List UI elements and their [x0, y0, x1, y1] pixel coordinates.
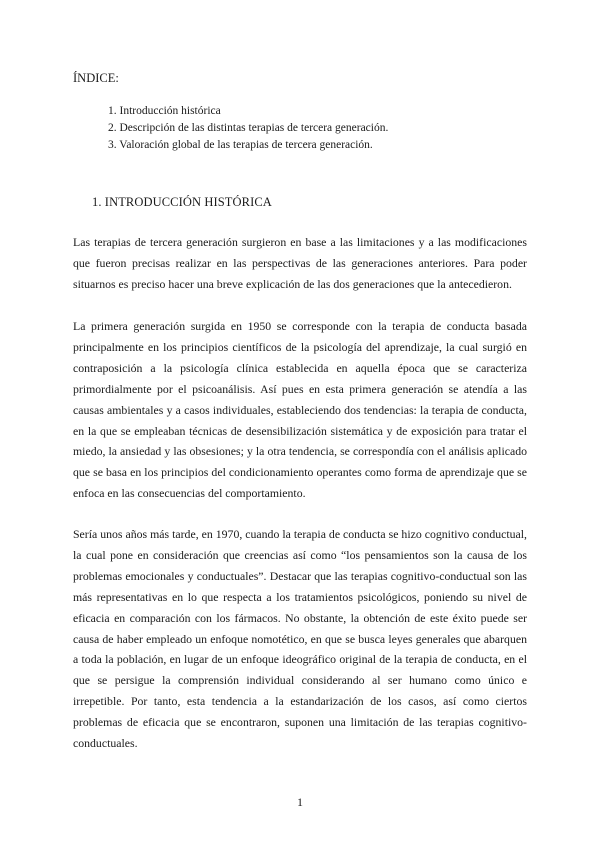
paragraph: Las terapias de tercera generación surgieron en base a las limitaciones y a las modificaciones que fueron precisas realizar en las perspectivas de las generaciones anteriores. Para poder situarnos es preciso hacer una breve explicación de las dos generaciones que la antecedieron.: [73, 235, 527, 291]
page-number: 1: [297, 795, 303, 809]
index-item: 1. Introducción histórica: [108, 105, 221, 117]
index-title: ÍNDICE:: [73, 71, 119, 85]
paragraph: Sería unos años más tarde, en 1970, cuando la terapia de conducta se hizo cognitivo conductual, la cual pone en consideración que creencias así como “los pensamientos son la causa de los problemas emocionales y conductuales”. Destacar que las terapias cognitivo-conductual son las más representativas en lo que respecta a los tratamientos psicológicos, poniendo su nivel de eficacia en comparación con los fármacos. No obstante, la obtención de este éxito puede ser causa de haber empleado un enfoque nomotético, en que se busca leyes generales que abarquen a toda la población, en lugar de un enfoque ideográfico original de la terapia de conducta, en el que se persigue la comprensión individual considerando al ser humano como único e irrepetible. Por tanto, esta tendencia a la estandarización de los casos, así como ciertos problemas de eficacia que se encontraron, suponen una limitación de las terapias cognitivo-conductuales.: [73, 527, 527, 751]
paragraph: La primera generación surgida en 1950 se corresponde con la terapia de conducta basada principalmente en los principios científicos de la psicología del aprendizaje, la cual surgió en contraposición a la psicología clínica establecida en aquella época que se caracteriza primordialmente por el psicoanálisis. Así pues en esta primera generación se atendía a las causas ambientales y a casos individuales, estableciendo dos tendencias: la terapia de conducta, en la que se empleaban técnicas de desensibilización sistemática y de exposición para tratar el miedo, la ansiedad y las obsesiones; y la otra tendencia, se correspondía con el análisis aplicado que se basa en los principios del condicionamiento operantes como forma de aprendizaje que se enfoca en las consecuencias del comportamiento.: [73, 319, 527, 501]
index-item: 2. Descripción de las distintas terapias de tercera generación.: [108, 122, 389, 134]
index-item: 3. Valoración global de las terapias de tercera generación.: [108, 139, 373, 151]
section-heading: 1. INTRODUCCIÓN HISTÓRICA: [92, 195, 272, 209]
index-list: [108, 103, 388, 154]
